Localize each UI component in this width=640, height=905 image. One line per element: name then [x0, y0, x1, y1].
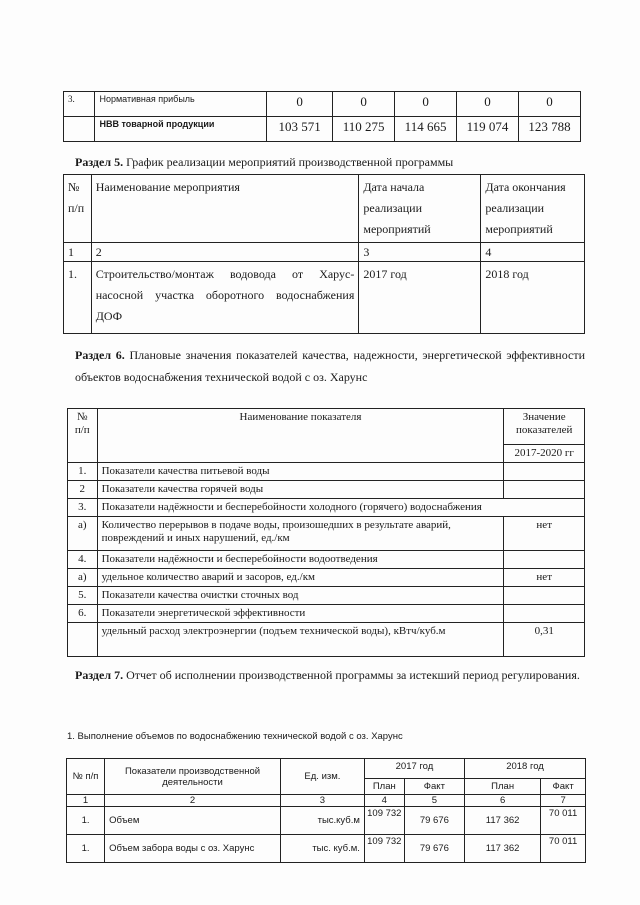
- row-name: Количество перерывов в подаче воды, произошедших в результате аварий, повреждений и иных нарушений, ед./км: [97, 517, 504, 551]
- table-row: [68, 605, 585, 623]
- row-unit: тыс. куб.м.: [280, 835, 364, 863]
- row-value: [504, 605, 585, 623]
- row-name: Нормативная прибыль: [95, 92, 267, 117]
- value-cell: 119 074: [457, 117, 519, 142]
- index-row: [64, 243, 585, 262]
- plan-2017: 109 732: [364, 807, 404, 835]
- row-number: 1.: [64, 262, 92, 334]
- section-6-heading: [75, 344, 585, 388]
- fact-2018: 70 011: [541, 807, 586, 835]
- table-row: [68, 499, 585, 517]
- index-cell: 2: [105, 795, 281, 807]
- header-fact: Факт: [404, 779, 464, 795]
- table-row: [68, 481, 585, 499]
- row-number: 1.: [68, 463, 98, 481]
- row-number: [64, 117, 95, 142]
- row-name: Показатели качества питьевой воды: [97, 463, 504, 481]
- value-cell: 110 275: [333, 117, 395, 142]
- row-number: 6.: [68, 605, 98, 623]
- value-cell: 103 571: [267, 117, 333, 142]
- index-cell: 1: [64, 243, 92, 262]
- row-number: [68, 623, 98, 657]
- row-name: Строительство/монтаж водовода от Харус-насосной участка оборотного водоснабжения ДОФ: [91, 262, 359, 334]
- row-value: [504, 463, 585, 481]
- row-name: Показатели надёжности и бесперебойности холодного (горячего) водоснабжения: [97, 499, 584, 517]
- table-row: [68, 569, 585, 587]
- header-value: Значение показателей: [504, 409, 585, 445]
- value-cell: 0: [267, 92, 333, 117]
- index-cell: 3: [359, 243, 481, 262]
- table-row: [64, 92, 581, 117]
- row-number: 1.: [67, 835, 105, 863]
- header-2018: 2018 год: [465, 759, 586, 779]
- fact-2017: 79 676: [404, 807, 464, 835]
- header-unit: Ед. изм.: [280, 759, 364, 795]
- table-row: [68, 587, 585, 605]
- index-cell: 4: [481, 243, 585, 262]
- row-name: Показатели надёжности и бесперебойности водоотведения: [97, 551, 504, 569]
- row-number: 4.: [68, 551, 98, 569]
- index-cell: 7: [541, 795, 586, 807]
- fact-2018: 70 011: [541, 835, 586, 863]
- table-row: [68, 517, 585, 551]
- index-cell: 1: [67, 795, 105, 807]
- row-number: 3.: [68, 499, 98, 517]
- row-name: удельный расход электроэнергии (подъем технической воды), кВтч/куб.м: [97, 623, 504, 657]
- row-number: 2: [68, 481, 98, 499]
- index-row: [67, 795, 586, 807]
- section-5-label: Раздел 5.: [75, 155, 124, 169]
- row-number: а): [68, 569, 98, 587]
- row-name: Показатели качества очистки сточных вод: [97, 587, 504, 605]
- row-unit: тыс.куб.м: [280, 807, 364, 835]
- row-number: 5.: [68, 587, 98, 605]
- row-value: [504, 587, 585, 605]
- row-number: а): [68, 517, 98, 551]
- index-cell: 4: [364, 795, 404, 807]
- header-plan: План: [465, 779, 541, 795]
- table-header-row: [64, 175, 585, 243]
- value-cell: 0: [395, 92, 457, 117]
- section-6-label: Раздел 6.: [75, 348, 125, 362]
- value-cell: 0: [519, 92, 581, 117]
- value-cell: 114 665: [395, 117, 457, 142]
- row-value: нет: [504, 569, 585, 587]
- value-cell: 0: [457, 92, 519, 117]
- schedule-table: [63, 174, 585, 334]
- plan-2018: 117 362: [465, 807, 541, 835]
- index-cell: 6: [465, 795, 541, 807]
- table-row: [64, 262, 585, 334]
- row-name: удельное количество аварий и засоров, ед./км: [97, 569, 504, 587]
- header-plan: План: [364, 779, 404, 795]
- section-7-heading: [75, 664, 585, 686]
- index-cell: 3: [280, 795, 364, 807]
- row-number: 3.: [64, 92, 95, 117]
- table-header-row: [68, 409, 585, 445]
- header-num: № п/п: [67, 759, 105, 795]
- section-5-heading: [75, 151, 585, 173]
- header-start: Дата начала реализации мероприятий: [359, 175, 481, 243]
- section-7-title: Отчет об исполнении производственной программы за истекший период регулирования.: [123, 668, 580, 682]
- row-name: НВВ товарной продукции: [95, 117, 267, 142]
- header-fact: Факт: [541, 779, 586, 795]
- row-value: 0,31: [504, 623, 585, 657]
- section-6-title: Плановые значения показателей качества, надежности, энергетической эффективности объектов водоснабжения технической водой с оз. Харунс: [75, 348, 585, 384]
- header-period: 2017-2020 гг: [504, 445, 585, 463]
- row-value: нет: [504, 517, 585, 551]
- row-name: Объем забора воды с оз. Харунс: [105, 835, 281, 863]
- row-value: [504, 551, 585, 569]
- value-cell: 0: [333, 92, 395, 117]
- index-cell: 5: [404, 795, 464, 807]
- table-row: [64, 117, 581, 142]
- table-row: [67, 807, 586, 835]
- index-cell: 2: [91, 243, 359, 262]
- section-7-subtitle: 1. Выполнение объемов по водоснабжению технической водой с оз. Харунс: [67, 731, 403, 742]
- fact-2017: 79 676: [404, 835, 464, 863]
- header-num: № п/п: [64, 175, 92, 243]
- row-value: [504, 481, 585, 499]
- row-number: 1.: [67, 807, 105, 835]
- header-num: № п/п: [68, 409, 98, 463]
- table-row: [68, 463, 585, 481]
- table-row: [67, 835, 586, 863]
- plan-2017: 109 732: [364, 835, 404, 863]
- header-2017: 2017 год: [364, 759, 464, 779]
- row-end: 2018 год: [481, 262, 585, 334]
- section-5-title: График реализации мероприятий производственной программы: [123, 155, 454, 169]
- plan-2018: 117 362: [465, 835, 541, 863]
- row-name: Объем: [105, 807, 281, 835]
- row-name: Показатели энергетической эффективности: [97, 605, 504, 623]
- indicators-table: [67, 408, 585, 657]
- row-start: 2017 год: [359, 262, 481, 334]
- row-name: Показатели качества горячей воды: [97, 481, 504, 499]
- header-name: Наименование мероприятия: [91, 175, 359, 243]
- value-cell: 123 788: [519, 117, 581, 142]
- section-7-label: Раздел 7.: [75, 668, 124, 682]
- header-name: Наименование показателя: [97, 409, 504, 463]
- header-name: Показатели производственной деятельности: [105, 759, 281, 795]
- table-header-row: [67, 759, 586, 779]
- header-end: Дата окончания реализации мероприятий: [481, 175, 585, 243]
- volumes-table: [66, 758, 586, 863]
- budget-table: [63, 91, 581, 142]
- table-row: [68, 551, 585, 569]
- table-row: [68, 623, 585, 657]
